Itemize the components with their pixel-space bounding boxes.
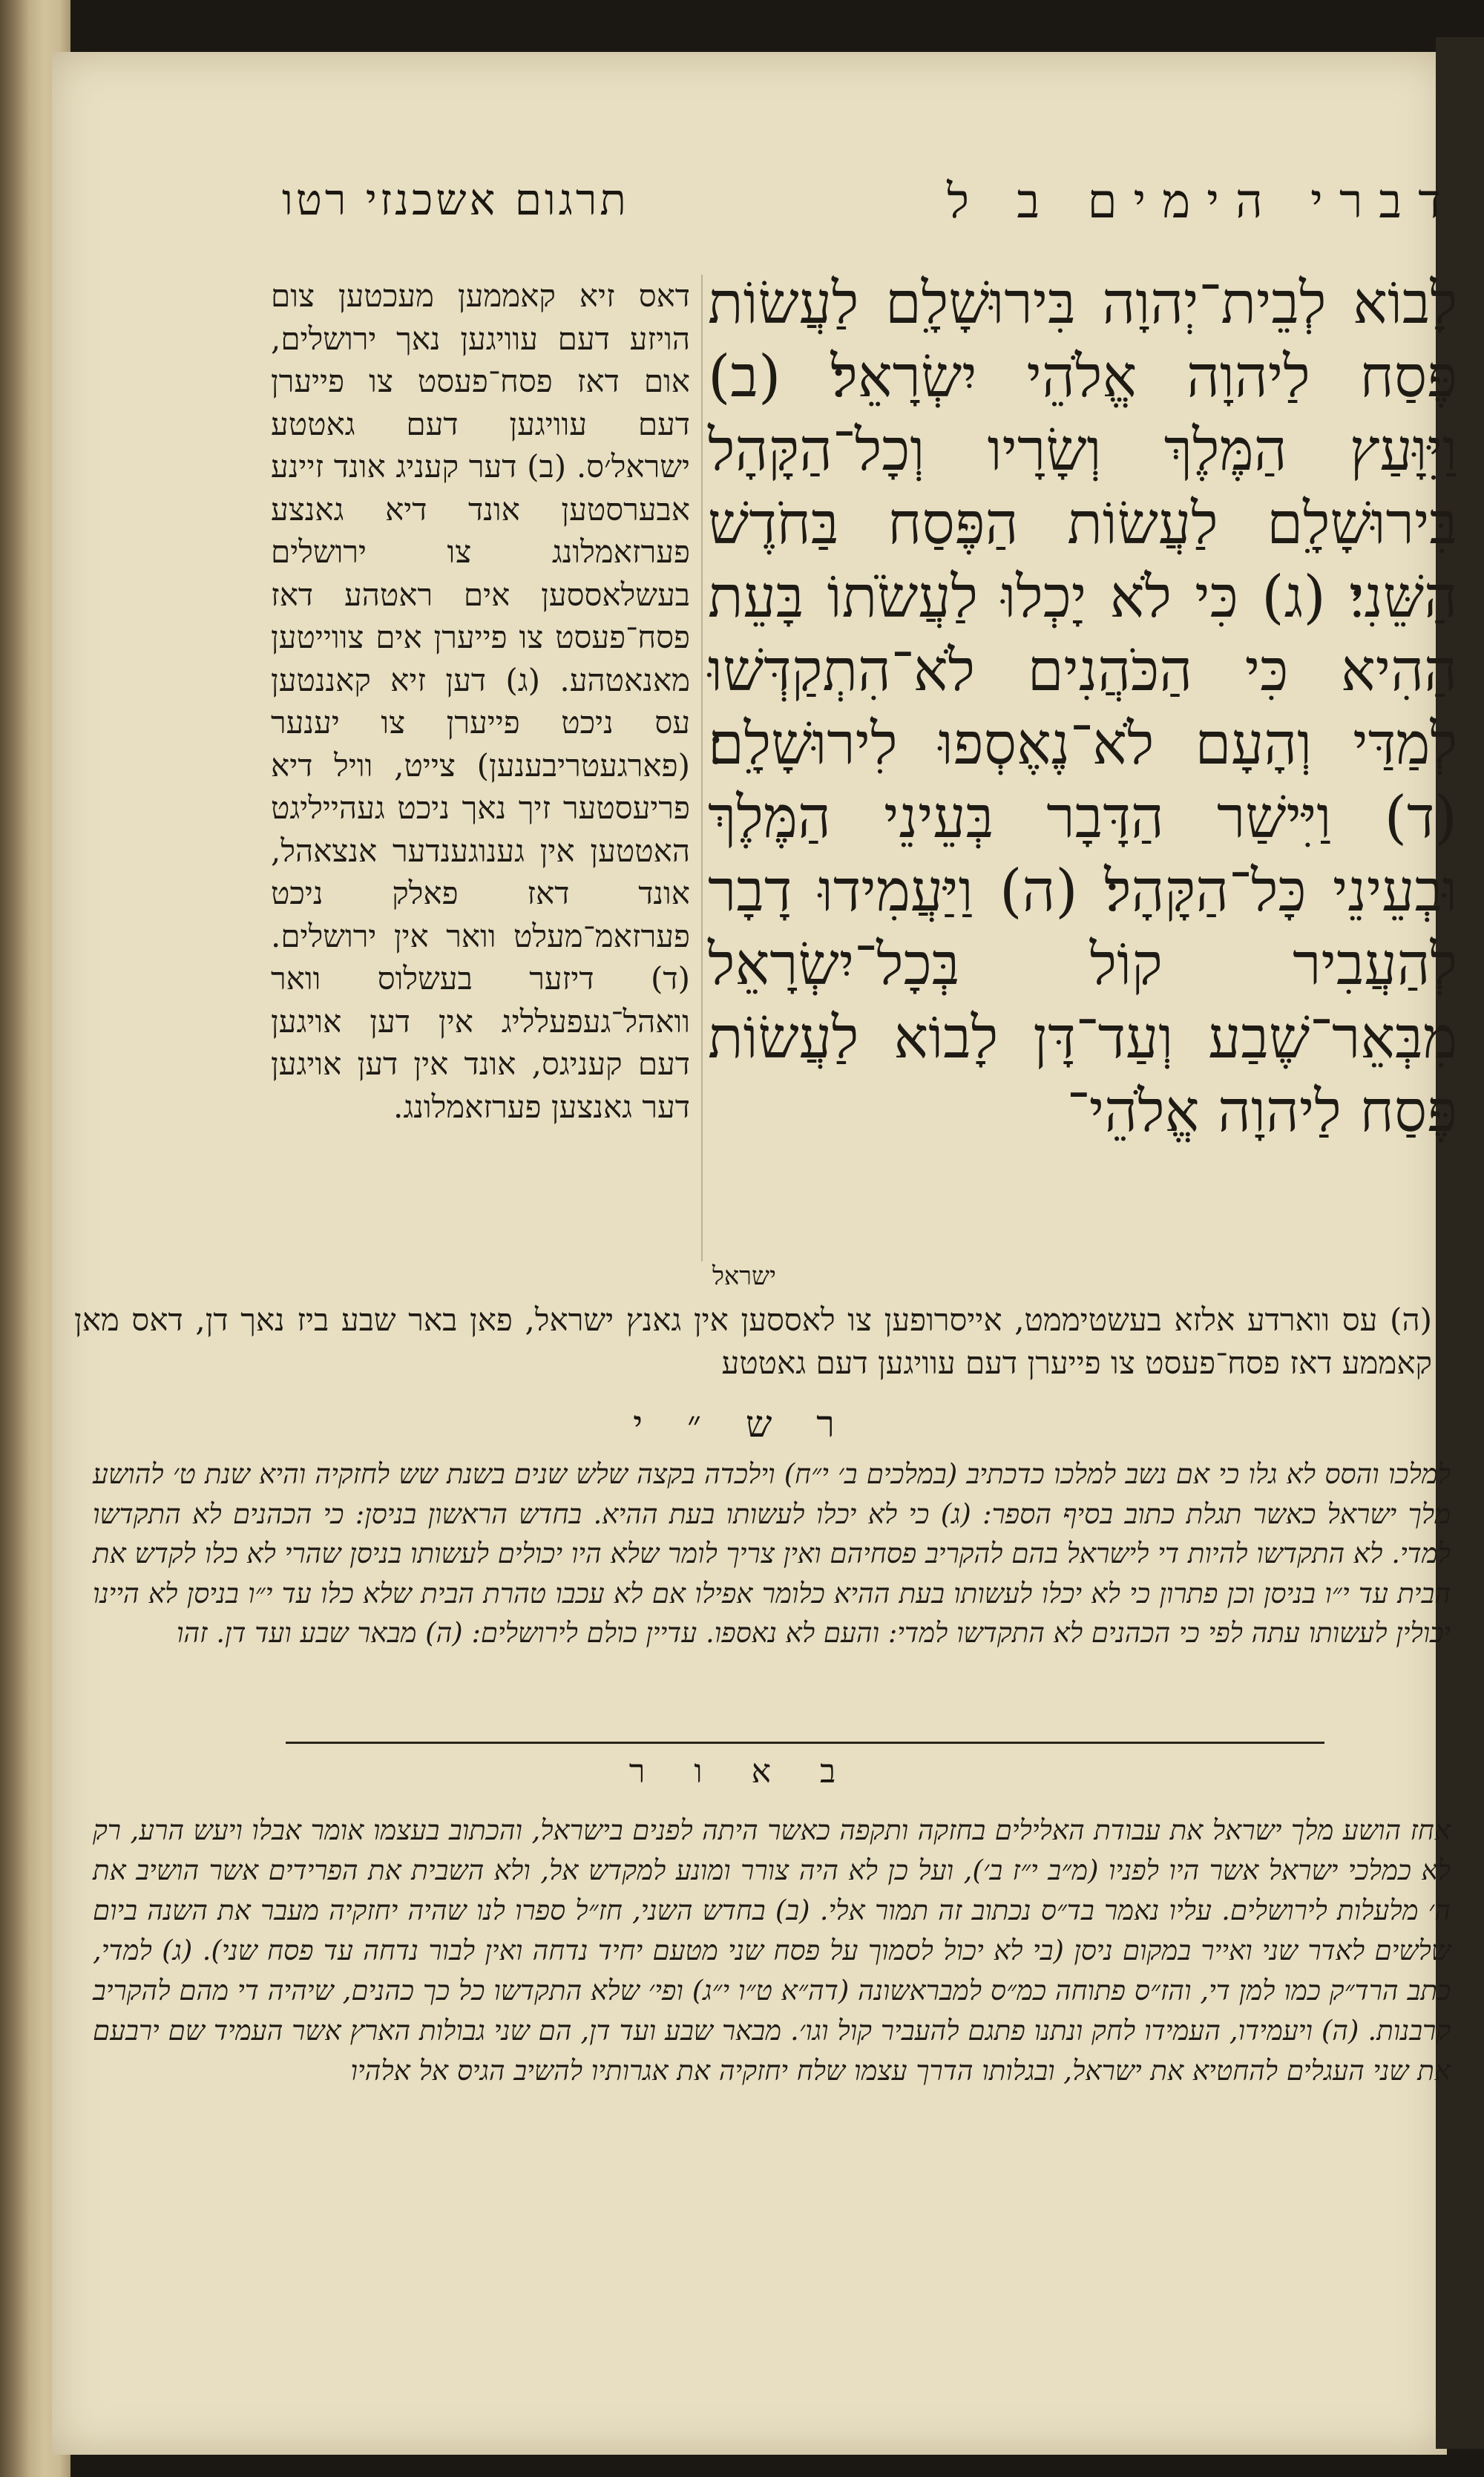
column-divider: [701, 275, 703, 1262]
catchword: ישראל: [712, 1262, 776, 1291]
rashi-commentary: למלכו והסס לא גלו כי אם נשב למלכו כדכתיב (במלכים ב׳ י״ח) וילכדה בקצה שלש שנים בשנת שש לחזקיה והיא שנת ט׳ להושע מלך ישראל כאשר תגלת כתוב בסיף הספר: (ג) כי לא יכלו לעשותו בעת ההיא. בחדש הראשון בניסן: כי הכהנים לא התקדשו למדי. לא התקדשו להיות די לישראל בהם להקריב פסחיהם ואין צריך לומר שלא היו יכולים לעשותו בניסן שהרי לא כלו לקדש את הבית עד י״ו בניסן וכן פתרון כי לא יכלו לעשותו בעת ההיא כלומר אפילו אם לא עכבו טהרת הבית שלא כלו עד י״ו בניסן לא היינו יכולין לעשותו עתה לפי כי הכהנים לא התקדשו למדי: והעם לא נאספו. עדיין כולם לירושלים: (ה) מבאר שבע ועד דן. זהו: [93, 1458, 1451, 1649]
rashi-heading: ר ש ״ י: [633, 1402, 851, 1446]
main-hebrew-text: לָבוֹא לְבֵית־יְהוָה בִּירוּשָׁלִָם לַעֲשׂוֹת פֶּסַח לַיהוָה אֱלֹהֵי יִשְׂרָאֵל׃ (ב) וַיִּוָּעַץ הַמֶּלֶךְ וְשָׂרָיו וְכָל־הַקָּהָל בִּירוּשָׁלִָם לַעֲשׂוֹת הַפֶּסַח בַּחֹדֶשׁ הַשֵּׁנִי׃ (ג) כִּי לֹא יָכְלוּ לַעֲשֹׂתוֹ בָּעֵת הַהִיא כִּי הַכֹּהֲנִים לֹא־הִתְקַדְּשׁוּ לְמַדַּי וְהָעָם לֹא־נֶאֶסְפוּ לִירוּשָׁלִָם׃ (ד) וַיִּישַׁר הַדָּבָר בְּעֵינֵי הַמֶּלֶךְ וּבְעֵינֵי כָּל־הַקָּהָל׃ (ה) וַיַּעֲמִידוּ דָבָר לְהַעֲבִיר קוֹל בְּכָל־יִשְׂרָאֵל מִבְּאֵר־שֶׁבַע וְעַד־דָּן לָבוֹא לַעֲשׂוֹת פֶּסַח לַיהוָה אֱלֹהֵי־: [708, 270, 1457, 1145]
section-divider: [286, 1742, 1324, 1744]
biur-commentary: אחז הושע מלך ישראל את עבודת האלילים בחזקה ותקפה כאשר היתה לפנים בישראל, והכתוב בעצמו אומר אבלו ויעש הרע, רק לא כמלכי ישראל אשר היו לפניו (מ״ב י״ז ב׳), ועל כן לא היה צורר ומונע למקדש אל, ולא השבית את הפרידים אשר הושיב את ה׳ מלעלות לירושלים. עליו נאמר בד״ס נכתוב זה תמור אלי. (ב) בחדש השני, חז״ל ספרו לנו שהיה יחזקיה מעבר את השנה ביום שלשים לאדר שני ואייר במקום ניסן (בי לא יכול לסמוך על פסח שני מטעם יחיד נדחה ואין לבור נדחה עד פסח שני). (ג) למדי, כתב הרד״ק כמו למן די, והז״ס פתוחה כמ״ס למבראשונה (דה״א ט״ו י״ג) ופי׳ שלא התקדשו כל כך כהנים, שיהיה די מהם להקריב קרבנות. (ה) ויעמידו, העמידו לחק ונתנו פתגם להעביר קול וגו׳. מבאר שבע ועד דן, הם שני גבולות הארץ אשר העמיד שם ירבעם את שני העגלים להחטיא את ישראל, ובגלותו הדרך עצמו שלח יחזקיה את אגרותיו להשיב הגיס אל אלהיו: [93, 1814, 1451, 2087]
translation-header: תרגום אשכנזי רטו: [282, 174, 629, 225]
yiddish-translation-column: דאס זיא קאממען מעכטען צום הויזע דעם עוויגען נאך ירושלים, אום דאז פסח־פעסט צו פייערן דעם עוויגען דעם גאטטע ישראל׳ס. (ב) דער קעניג אונד זיינע אבערסטען אונד דיא גאנצע פערזאמלונג צו ירושלים בעשלאססען אים ראטהע דאז פסח־פעסט צו פייערן אים צווייטען מאנאטהע. (ג) דען זיא קאננטען עס ניכט פייערן צו יענער (פארגעטריבענען) צייט, וויל דיא פריעסטער זיך נאך ניכט געהייליגט האטטען אין גענוגענדער אנצאהל, אונד דאז פאלק ניכט פערזאמ־מעלט וואר אין ירושלים. (ד) דיזער בעשלוס וואר וואהל־געפעלליג אין דען אויגען דעם קעניגס, אונד אין דען אויגען דער גאנצען פערזאמלונג.: [271, 278, 690, 1125]
translation-continuation: (ה) עס ווארדע אלזא בעשטיממט, אייסרופען צו לאססען אין גאנץ ישראל, פאן באר שבע ביז נאך דן, דאס מאן קאממע דאז פסח־פעסט צו פייערן דעם עוויגען דעם גאטטע: [74, 1302, 1432, 1381]
biur-heading: ב א ו ר: [628, 1753, 856, 1791]
page-header-title: דברי הימים ב ל: [947, 174, 1457, 229]
